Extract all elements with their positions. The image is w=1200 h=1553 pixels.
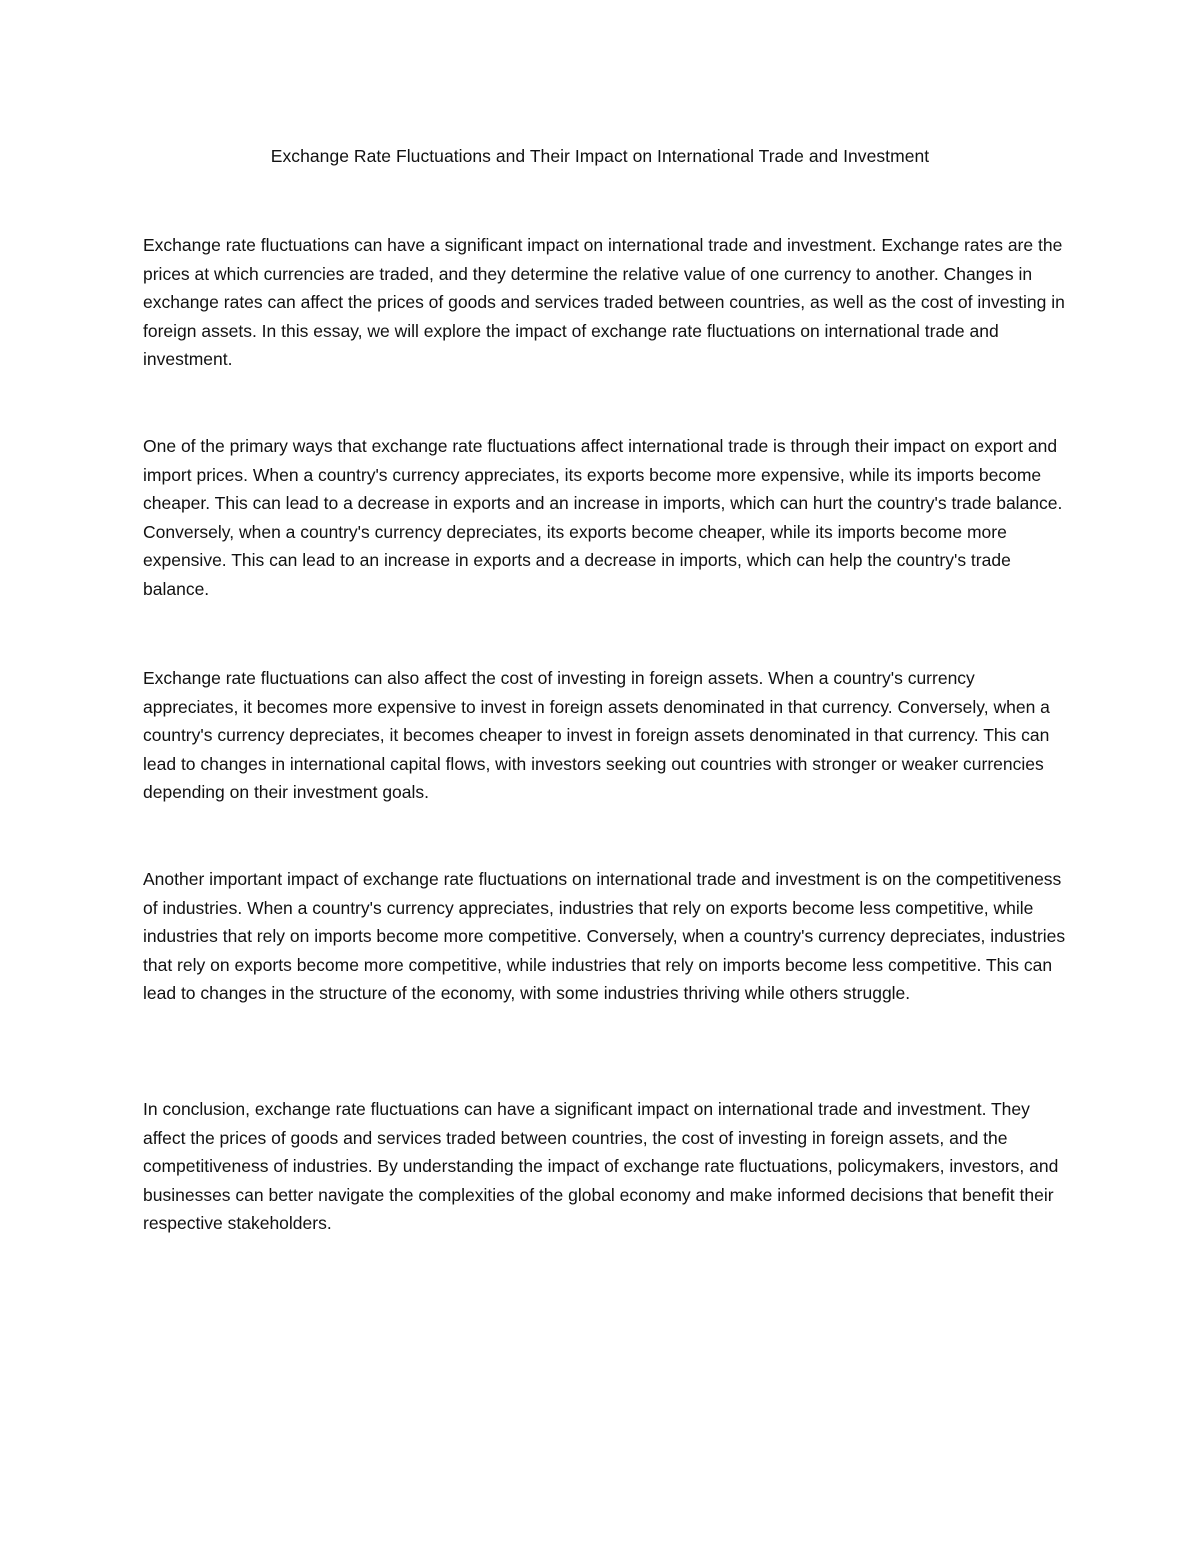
- paragraph-conclusion: In conclusion, exchange rate fluctuations can have a significant impact on international trade and investment. They affect the prices of goods and services traded between countries, the cost of investing in foreign assets, and the competitiveness of industries. By understanding the impact of exchange rate fluctuations, policymakers, investors, and businesses can better navigate the complexities of the global economy and make informed decisions that benefit their respective stakeholders.: [143, 1099, 1059, 1234]
- paragraph-industry-competitiveness: Another important impact of exchange rate fluctuations on international trade and investment is on the competitiveness of industries. When a country's currency appreciates, industries that rely on exports become less competitive, while industries that rely on imports become more competitive. Conversely, when a country's currency depreciates, industries that rely on exports become more competitive, while industries that rely on imports become less competitive. This can lead to changes in the structure of the economy, with some industries thriving while others struggle.: [143, 869, 1066, 1004]
- paragraph-foreign-investment: Exchange rate fluctuations can also affect the cost of investing in foreign assets. When a country's currency appreciates, it becomes more expensive to invest in foreign assets denominated in that currency. Conversely, when a country's currency depreciates, it becomes cheaper to invest in foreign assets denominated in that currency. This can lead to changes in international capital flows, with investors seeking out countries with stronger or weaker currencies depending on their investment goals.: [143, 668, 1050, 803]
- paragraph-introduction: Exchange rate fluctuations can have a significant impact on international trade and investment. Exchange rates are the prices at which currencies are traded, and they determine the relative value of one currency to another. Changes in exchange rates can affect the prices of goods and services traded between countries, as well as the cost of investing in foreign assets. In this essay, we will explore the impact of exchange rate fluctuations on international trade and investment.: [143, 235, 1065, 370]
- document-title: Exchange Rate Fluctuations and Their Impact on International Trade and Investment: [270, 146, 930, 166]
- paragraph-export-import-prices: One of the primary ways that exchange rate fluctuations affect international trade is through their impact on export and import prices. When a country's currency appreciates, its exports become more expensive, while its imports become cheaper. This can lead to a decrease in exports and an increase in imports, which can hurt the country's trade balance. Conversely, when a country's currency depreciates, its exports become cheaper, while its imports become more expensive. This can lead to an increase in exports and a decrease in imports, which can help the country's trade balance.: [143, 436, 1063, 599]
